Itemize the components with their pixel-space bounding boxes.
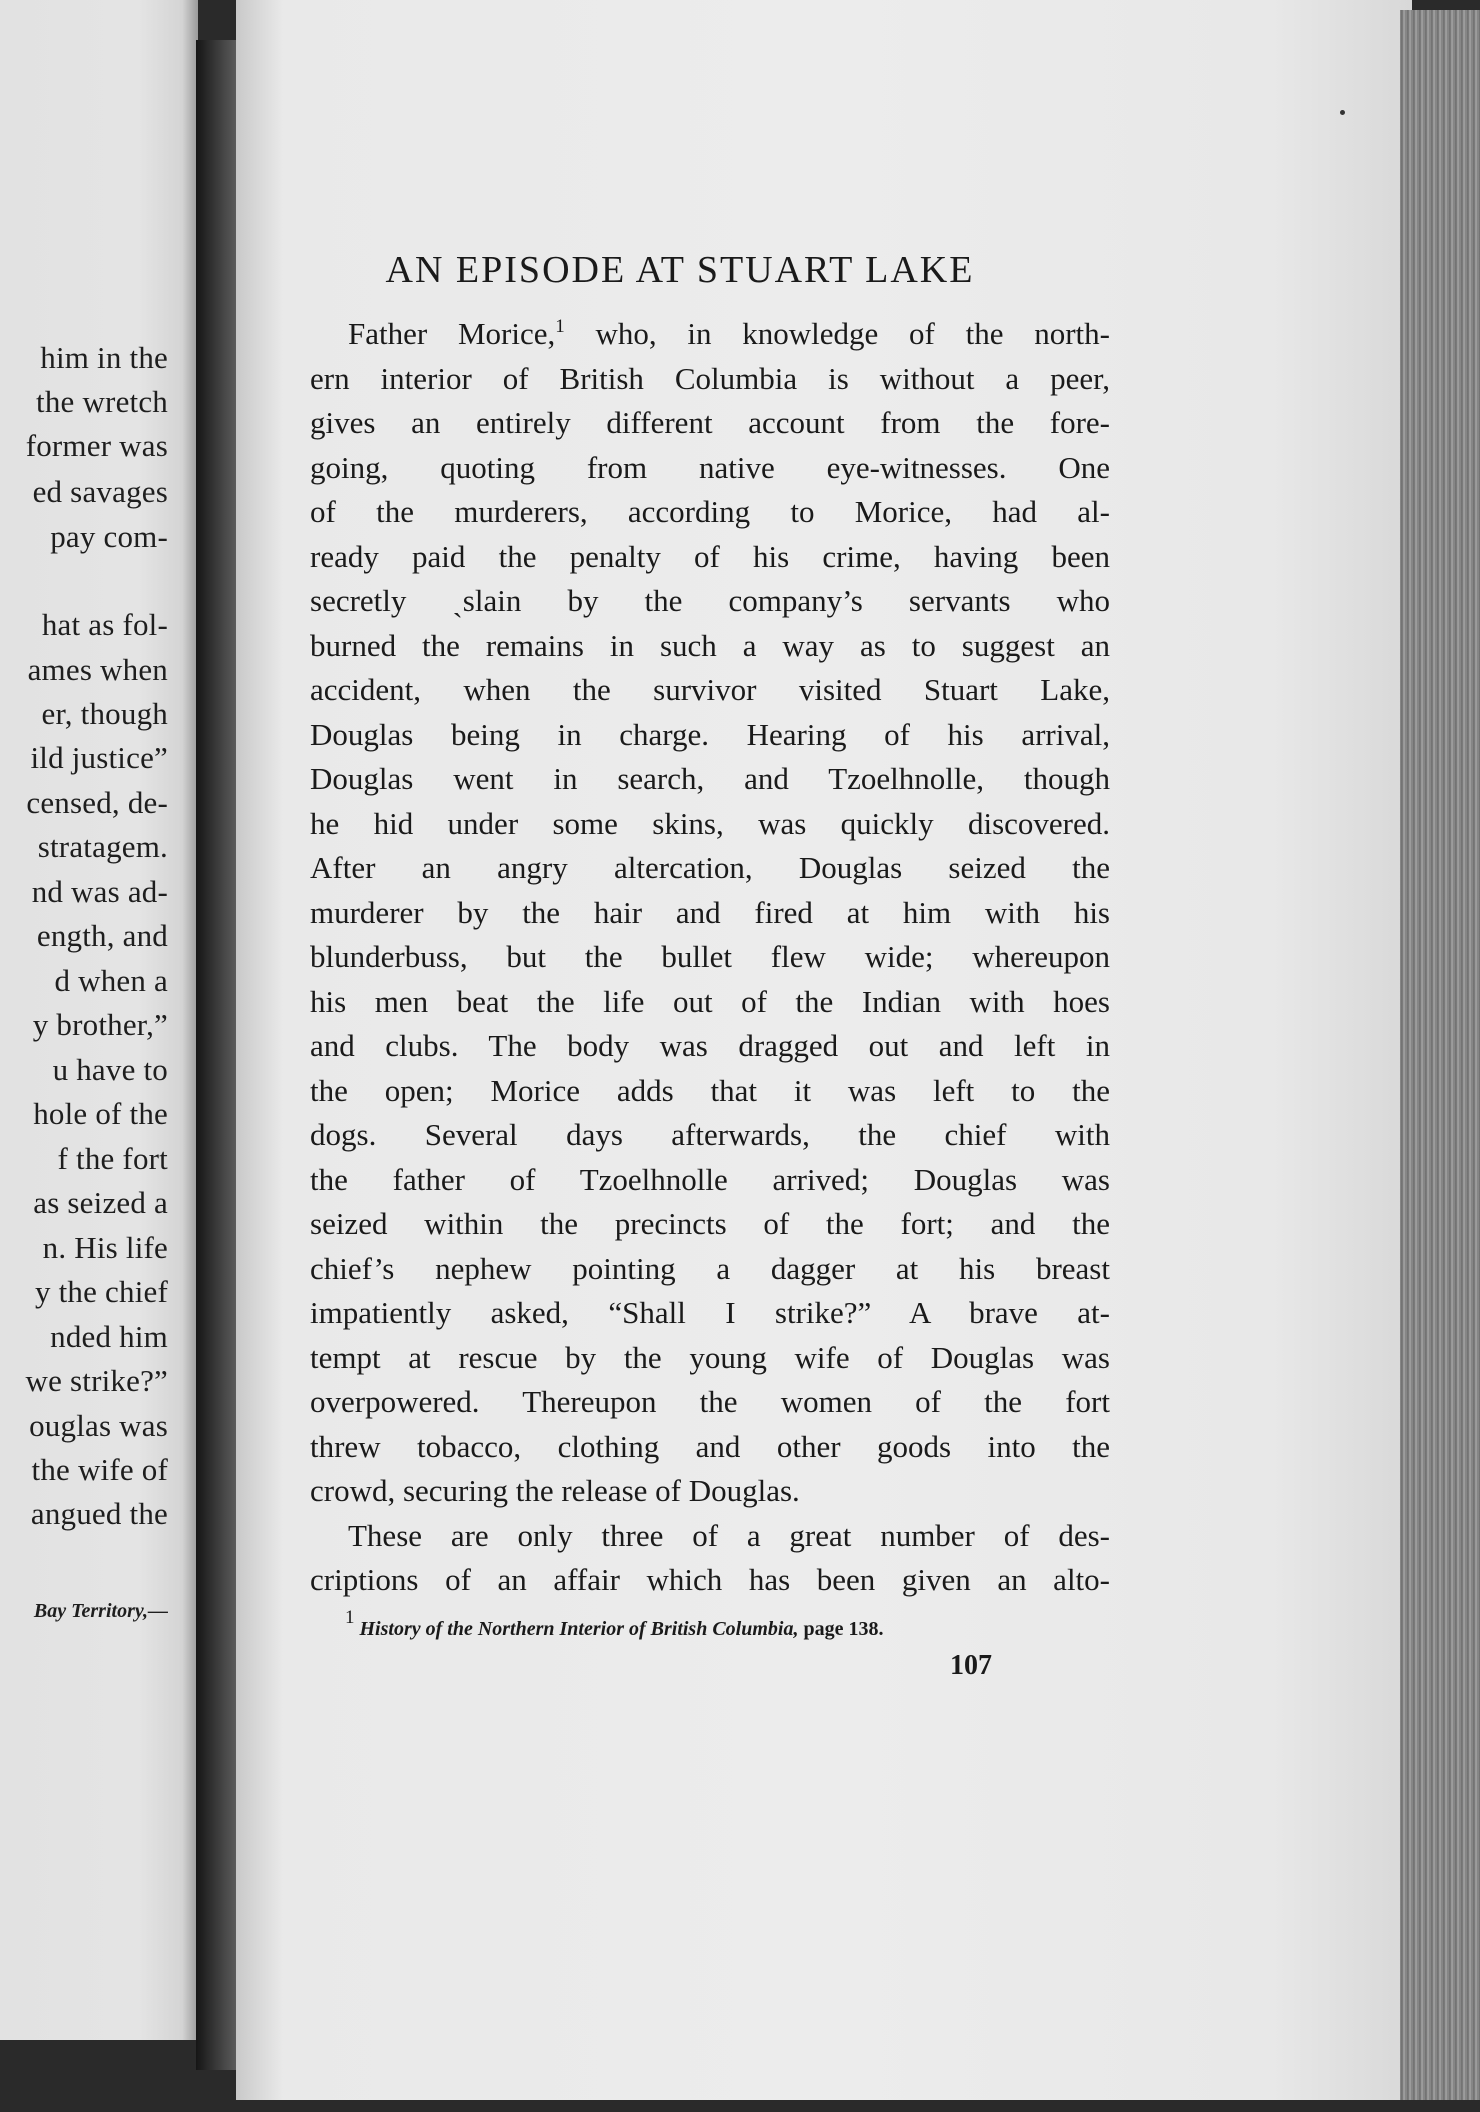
text-line: ready paid the penalty of his crime, having been [310,538,1110,574]
text-line: impatiently asked, “Shall I strike?” A brave at- [310,1295,1110,1330]
left-page-line: nded him [50,1319,168,1354]
text-line: Douglas went in search, and Tzoelhnolle, though [310,761,1110,796]
text-line: his men beat the life out of the Indian with hoes [310,983,1110,1019]
text-line: crowd, securing the release of Douglas. [310,1473,800,1508]
left-page-line: f the fort [57,1141,168,1176]
left-page-line: him in the [40,340,168,375]
left-page-line: as seized a [33,1185,168,1220]
left-page-line: nd was ad- [31,874,168,909]
text-line: and clubs. The body was dragged out and left in [310,1028,1110,1063]
text-line: murderer by the hair and fired at him with his [310,894,1110,930]
page-edges [1400,10,1480,2100]
text-line: threw tobacco, clothing and other goods into the [310,1428,1110,1464]
chapter-title: AN EPISODE AT STUART LAKE [385,249,975,291]
footnote-mark: 1 [345,1607,355,1628]
left-page-line: ames when [27,652,168,687]
text-line: blunderbuss, but the bullet flew wide; whereupon [310,939,1110,974]
left-page-line: u have to [52,1052,168,1087]
text-line: of the murderers, according to Morice, had al- [310,494,1110,529]
left-page-line: we strike?” [25,1363,168,1398]
text-line: Douglas being in charge. Hearing of his arrival, [310,716,1110,752]
left-page-line: y brother,” [32,1007,168,1042]
left-page-line: er, though [41,696,168,731]
left-page-line: angued the [30,1496,168,1531]
text-line: going, quoting from native eye-witnesses. One [310,449,1110,485]
left-page-line: d when a [54,963,168,998]
text-line: he hid under some skins, was quickly discovered. [310,805,1110,841]
text-line: burned the remains in such a way as to suggest an [310,627,1110,663]
left-page-line: former was [25,428,168,463]
page-number: 107 [950,1650,992,1681]
footnote-reference: 1 [555,316,565,337]
footnote-page-ref: page 138. [803,1618,884,1640]
left-page-line: hat as fol- [41,607,168,642]
left-page-line: hole of the [33,1096,168,1131]
paragraph-2 [310,1514,1110,1603]
left-page [0,0,198,2040]
left-page-line: ouglas was [29,1408,168,1443]
left-page-line: pay com- [50,519,168,554]
text-line: criptions of an affair which has been given an alto- [310,1562,1110,1597]
first-line-lead: Father Morice, [348,316,556,351]
dust-speck [1340,110,1345,115]
paragraph-1-first-line [310,312,1110,357]
text-line: accident, when the survivor visited Stuart Lake, [310,672,1110,707]
text-line: chief’s nephew pointing a dagger at his breast [310,1250,1110,1286]
text-line: tempt at rescue by the young wife of Douglas was [310,1339,1110,1375]
footnote-title: History of the Northern Interior of British Columbia, [359,1618,799,1640]
left-page-line: the wretch [36,384,168,419]
text-line: ern interior of British Columbia is without a peer, [310,360,1110,396]
left-page-line: the wife of [31,1452,168,1487]
left-page-line: n. His life [42,1230,168,1265]
text-line: secretly ˎslain by the company’s servants who [310,583,1110,618]
left-page-footnote: Bay Territory,— [33,1600,168,1622]
first-line-rest: who, in knowledge of the north- [564,316,1110,351]
left-page-line: ed savages [32,474,168,509]
left-page-line: censed, de- [26,785,168,820]
text-line: overpowered. Thereupon the women of the fort [310,1384,1110,1419]
body-text [310,312,1110,1603]
text-line: seized within the precincts of the fort; and the [310,1206,1110,1241]
left-page-line: y the chief [34,1274,168,1309]
text-line: the father of Tzoelhnolle arrived; Douglas was [310,1161,1110,1197]
paragraph-1 [310,357,1110,1514]
text-line: the open; Morice adds that it was left to the [310,1072,1110,1108]
left-page-line: stratagem. [37,829,168,864]
footnote [345,1607,1105,1641]
text-line: After an angry altercation, Douglas seized the [310,850,1110,885]
left-page-line: ength, and [36,918,168,953]
text-line: dogs. Several days afterwards, the chief with [310,1117,1110,1152]
text-line: gives an entirely different account from the fore- [310,405,1110,440]
text-line: These are only three of a great number of des- [348,1517,1110,1553]
left-page-line: ild justice” [30,740,168,775]
